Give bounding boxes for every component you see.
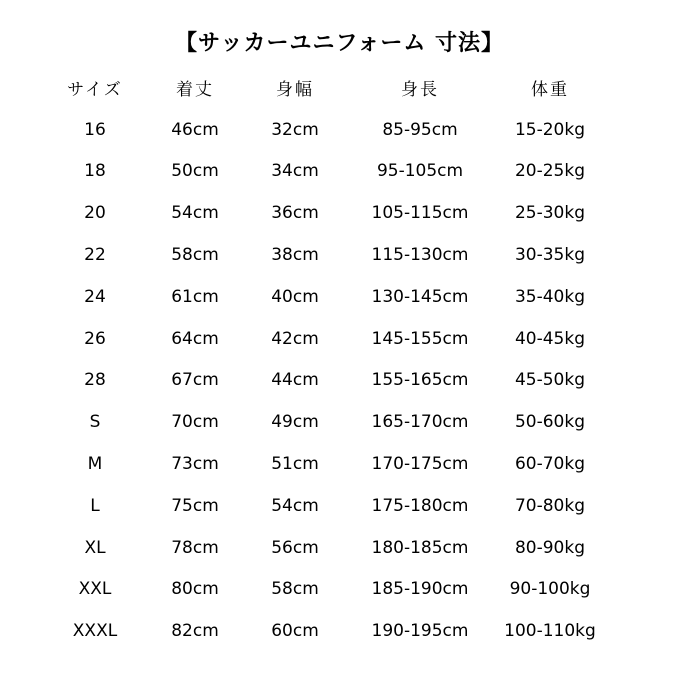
table-row — [40, 443, 610, 485]
table-cell: 170-175cm — [371, 454, 469, 475]
table-cell: 73cm — [171, 454, 219, 475]
table-cell: 15-20kg — [514, 119, 586, 140]
table-row — [40, 527, 610, 569]
table-cell: 18 — [84, 161, 106, 182]
table-cell: L — [90, 495, 100, 516]
table-cell: 90-100kg — [509, 579, 591, 600]
table-cell: 46cm — [171, 119, 219, 140]
column-header: 体重 — [531, 80, 569, 101]
size-table — [40, 67, 610, 652]
table-cell: 25-30kg — [514, 203, 586, 224]
table-cell: 100-110kg — [504, 621, 596, 642]
table-cell: 82cm — [171, 621, 219, 642]
table-cell: 185-190cm — [371, 579, 469, 600]
table-cell: 20 — [84, 203, 106, 224]
table-cell: 165-170cm — [371, 412, 469, 433]
table-cell: 58cm — [171, 245, 219, 266]
table-cell: 75cm — [171, 495, 219, 516]
table-cell: 54cm — [171, 203, 219, 224]
table-cell: 80-90kg — [514, 537, 586, 558]
table-cell: 115-130cm — [371, 245, 469, 266]
table-row — [40, 401, 610, 443]
table-cell: 50-60kg — [514, 412, 586, 433]
table-cell: 35-40kg — [514, 286, 586, 307]
table-cell: 24 — [84, 286, 106, 307]
table-cell: 44cm — [271, 370, 319, 391]
table-cell: 67cm — [171, 370, 219, 391]
table-cell: XXXL — [72, 621, 118, 642]
table-cell: 34cm — [271, 161, 319, 182]
table-cell: M — [87, 454, 103, 475]
table-row — [40, 109, 610, 151]
table-cell: 105-115cm — [371, 203, 469, 224]
table-cell: 61cm — [171, 286, 219, 307]
table-cell: 145-155cm — [371, 328, 469, 349]
table-cell: 60cm — [271, 621, 319, 642]
table-row — [40, 569, 610, 611]
table-cell: 155-165cm — [371, 370, 469, 391]
table-cell: 70-80kg — [514, 495, 586, 516]
table-cell: 80cm — [171, 579, 219, 600]
table-cell: 51cm — [271, 454, 319, 475]
table-cell: 30-35kg — [514, 245, 586, 266]
table-row — [40, 485, 610, 527]
table-cell: 36cm — [271, 203, 319, 224]
table-row — [40, 234, 610, 276]
table-cell: 45-50kg — [514, 370, 586, 391]
table-cell: 180-185cm — [371, 537, 469, 558]
table-row — [40, 610, 610, 652]
table-cell: 58cm — [271, 579, 319, 600]
column-header: 身長 — [401, 80, 439, 101]
table-cell: S — [89, 412, 101, 433]
table-cell: 38cm — [271, 245, 319, 266]
table-cell: 85-95cm — [382, 119, 458, 140]
table-cell: 56cm — [271, 537, 319, 558]
table-row — [40, 192, 610, 234]
table-cell: 50cm — [171, 161, 219, 182]
table-cell: 42cm — [271, 328, 319, 349]
table-cell: 78cm — [171, 537, 219, 558]
column-header: 着丈 — [176, 80, 214, 101]
table-cell: 95-105cm — [376, 161, 464, 182]
table-cell: 16 — [84, 119, 106, 140]
table-cell: 190-195cm — [371, 621, 469, 642]
table-cell: 70cm — [171, 412, 219, 433]
column-header: サイズ — [67, 80, 123, 101]
table-row — [40, 276, 610, 318]
table-cell: 40cm — [271, 286, 319, 307]
table-row — [40, 151, 610, 193]
table-cell: 20-25kg — [514, 161, 586, 182]
table-body — [40, 109, 610, 652]
header-row — [40, 67, 610, 109]
table-cell: XXL — [78, 579, 112, 600]
table-cell: 26 — [84, 328, 106, 349]
table-cell: XL — [84, 537, 106, 558]
table-cell: 22 — [84, 245, 106, 266]
table-cell: 130-145cm — [371, 286, 469, 307]
table-row — [40, 318, 610, 360]
table-row — [40, 360, 610, 402]
table-cell: 28 — [84, 370, 106, 391]
page-title: 【サッカーユニフォーム 寸法】 — [174, 31, 505, 56]
table-cell: 175-180cm — [371, 495, 469, 516]
table-cell: 54cm — [271, 495, 319, 516]
table-cell: 64cm — [171, 328, 219, 349]
table-cell: 40-45kg — [514, 328, 586, 349]
table-cell: 60-70kg — [514, 454, 586, 475]
table-cell: 49cm — [271, 412, 319, 433]
table-cell: 32cm — [271, 119, 319, 140]
column-header: 身幅 — [276, 80, 314, 101]
